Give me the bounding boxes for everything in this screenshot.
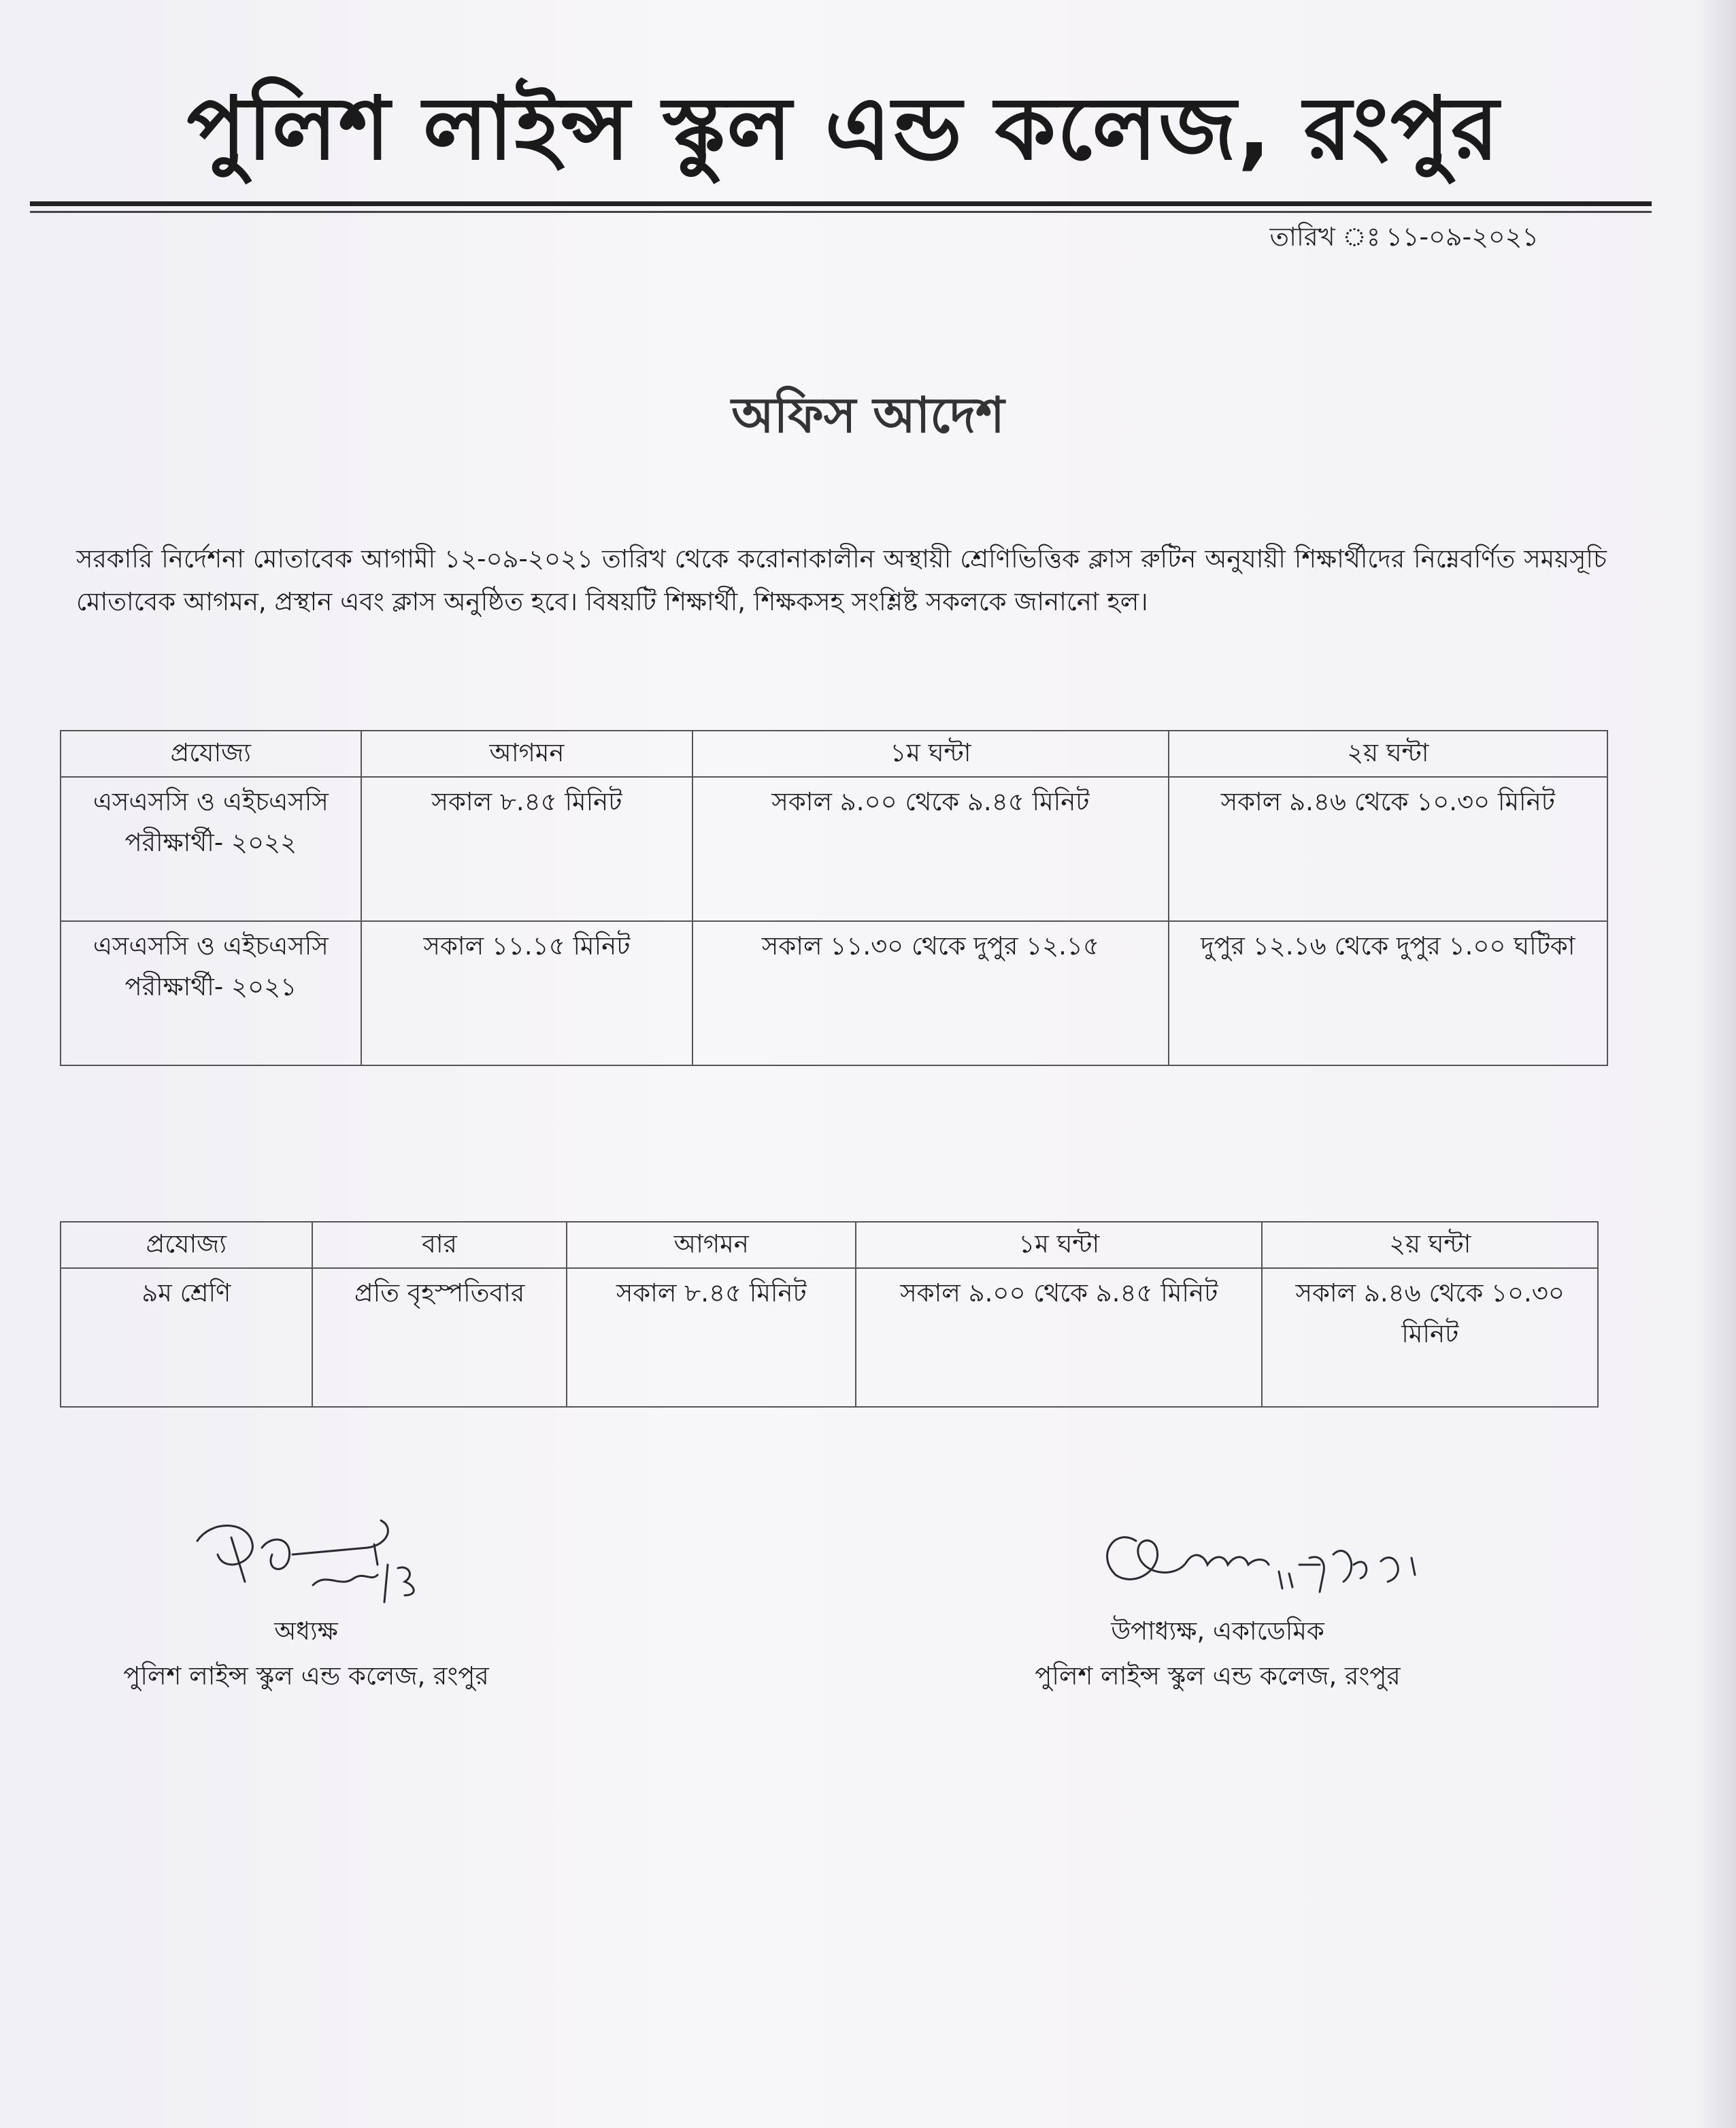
signature-block-principal <box>75 1500 537 1699</box>
col-header-applicable: প্রযোজ্য <box>61 1222 312 1268</box>
principal-institution: পুলিশ লাইন্স স্কুল এন্ড কলেজ, রংপুর <box>123 1661 489 1691</box>
table-row <box>61 921 1607 1065</box>
cell-first-period: সকাল ১১.৩০ থেকে দুপুর ১২.১৫ <box>692 921 1168 1065</box>
date-line <box>1269 216 1539 257</box>
vice-principal-institution: পুলিশ লাইন্স স্কুল এন্ড কলেজ, রংপুর <box>1035 1661 1401 1691</box>
date-label: তারিখ ঃ <box>1269 222 1381 252</box>
header-rule-thick <box>30 201 1652 206</box>
body-paragraph: সরকারি নির্দেশনা মোতাবেক আগামী ১২-০৯-২০২১ তারিখ থেকে করোনাকালীন অস্থায়ী শ্রেণিভিত্তিক ক্লাস রুটিন অনুযায়ী শিক্ষার্থীদের নিম্নেবর্ণিত সময়সূচি মোতাবেক আগমন, প্রস্থান এবং ক্লাস অনুষ্ঠিত হবে। বিষয়টি শিক্ষার্থী, শিক্ষকসহ সংশ্লিষ্ট সকলকে জানানো হল। <box>76 544 1607 616</box>
cell-second-period: সকাল ৯.৪৬ থেকে ১০.৩০ মিনিট <box>1169 777 1607 921</box>
cell-applicable: ৯ম শ্রেণি <box>61 1268 312 1407</box>
col-header-second-period: ২য় ঘন্টা <box>1262 1222 1598 1268</box>
table-header-row <box>61 1222 1598 1268</box>
cell-first-period: সকাল ৯.০০ থেকে ৯.৪৫ মিনিট <box>692 777 1168 921</box>
vice-principal-signature-icon <box>1000 1500 1435 1609</box>
principal-role: অধ্যক্ষ <box>274 1616 338 1646</box>
col-header-first-period: ১ম ঘন্টা <box>692 731 1168 777</box>
scan-edge-shadow <box>1695 0 1736 2128</box>
table-header-row <box>61 731 1607 777</box>
col-header-applicable: প্রযোজ্য <box>61 731 361 777</box>
cell-second-period: সকাল ৯.৪৬ থেকে ১০.৩০ মিনিট <box>1262 1268 1598 1407</box>
header-rule-thin <box>30 211 1652 213</box>
cell-arrival: সকাল ১১.১৫ মিনিট <box>361 921 693 1065</box>
signature-block-vice-principal <box>986 1500 1449 1699</box>
principal-signature-icon <box>143 1500 469 1609</box>
cell-applicable: এসএসসি ও এইচএসসি পরীক্ষার্থী- ২০২১ <box>61 921 361 1065</box>
col-header-first-period: ১ম ঘন্টা <box>856 1222 1262 1268</box>
table-row <box>61 1268 1598 1407</box>
cell-day: প্রতি বৃহস্পতিবার <box>312 1268 567 1407</box>
col-header-day: বার <box>312 1222 567 1268</box>
cell-arrival: সকাল ৮.৪৫ মিনিট <box>361 777 693 921</box>
cell-first-period: সকাল ৯.০০ থেকে ৯.৪৫ মিনিট <box>856 1268 1262 1407</box>
order-heading: অফিস আদেশ <box>731 386 1005 444</box>
col-header-arrival: আগমন <box>567 1222 856 1268</box>
date-value: ১১-০৯-২০২১ <box>1386 222 1539 252</box>
schedule-table-exam-candidates <box>60 730 1608 1066</box>
cell-arrival: সকাল ৮.৪৫ মিনিট <box>567 1268 856 1407</box>
col-header-second-period: ২য় ঘন্টা <box>1169 731 1607 777</box>
vice-principal-role: উপাধ্যক্ষ, একাডেমিক <box>1111 1616 1324 1646</box>
table-row <box>61 777 1607 921</box>
cell-second-period: দুপুর ১২.১৬ থেকে দুপুর ১.০০ ঘটিকা <box>1169 921 1607 1065</box>
schedule-table-class-nine <box>60 1221 1599 1408</box>
institution-title: পুলিশ লাইন্স স্কুল এন্ড কলেজ, রংপুর <box>186 78 1501 180</box>
cell-applicable: এসএসসি ও এইচএসসি পরীক্ষার্থী- ২০২২ <box>61 777 361 921</box>
col-header-arrival: আগমন <box>361 731 693 777</box>
